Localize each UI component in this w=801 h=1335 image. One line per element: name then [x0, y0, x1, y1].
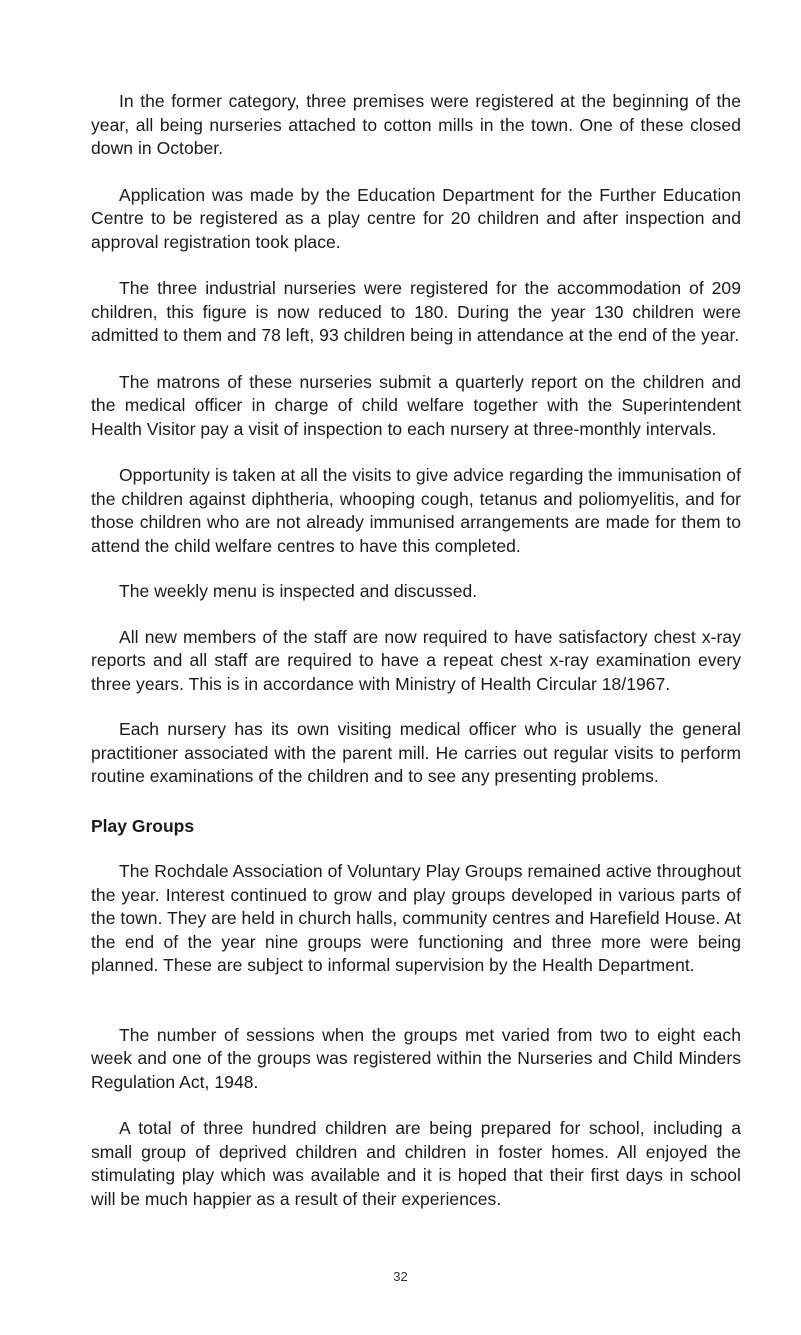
paragraph-three-hundred-children: A total of three hundred children are being prepared for school, including a small group of deprived children and children in foster homes. All enjoyed the stimulating play which was available and it is hoped that their first days in school will be much happier as a result of their experiences. — [91, 1118, 741, 1209]
page-number: 32 — [393, 1269, 408, 1284]
paragraph-weekly-menu: The weekly menu is inspected and discussed. — [119, 581, 478, 601]
page-body — [91, 90, 741, 1211]
paragraph-further-education-centre: Application was made by the Education Department for the Further Education Centre to be registered as a play centre for 20 children and after inspection and approval registration took place. — [91, 184, 741, 252]
paragraph-visiting-medical-officer: Each nursery has its own visiting medical officer who is usually the general practitioner associated with the parent mill. He carries out regular visits to perform routine examinations of the children and to see any presenting problems. — [91, 719, 741, 786]
paragraph-staff-x-ray: All new members of the staff are now required to have satisfactory chest x-ray reports and all staff are required to have a repeat chest x-ray examination every three years. This is in accordance with Ministry of Health Circular 18/1967. — [91, 626, 741, 694]
paragraph-former-category: In the former category, three premises were registered at the beginning of the year, all being nurseries attached to cotton mills in the town. One of these closed down in October. — [91, 91, 741, 158]
paragraph-number-of-sessions: The number of sessions when the groups met varied from two to eight each week and one of the groups was registered within the Nurseries and Child Minders Regulation Act, 1948. — [91, 1024, 741, 1092]
section-heading-play-groups: Play Groups — [91, 815, 195, 836]
paragraph-industrial-nurseries: The three industrial nurseries were registered for the accommodation of 209 children, this figure is now reduced to 180. During the year 130 children were admitted to them and 78 left, 93 children being in attendance at the end of the year. — [91, 278, 741, 345]
paragraph-matrons-report: The matrons of these nurseries submit a quarterly report on the children and the medical officer in charge of child welfare together with the Superintendent Health Visitor pay a visit of inspection to each nursery at three-monthly intervals. — [91, 371, 741, 439]
paragraph-rochdale-association: The Rochdale Association of Voluntary Play Groups remained active throughout the year. Interest continued to grow and play groups developed in various parts of the town. They are held in church halls, community centres and Harefield House. At the end of the year nine groups were functioning and three more were being planned. These are subject to informal supervision by the Health Department. — [91, 861, 741, 975]
paragraph-immunisation: Opportunity is taken at all the visits to give advice regarding the immunisation of the children against diphtheria, whooping cough, tetanus and poliomyelitis, and for those children who are not already immunised arrangements are made for them to attend the child welfare centres to have this completed. — [91, 465, 741, 556]
